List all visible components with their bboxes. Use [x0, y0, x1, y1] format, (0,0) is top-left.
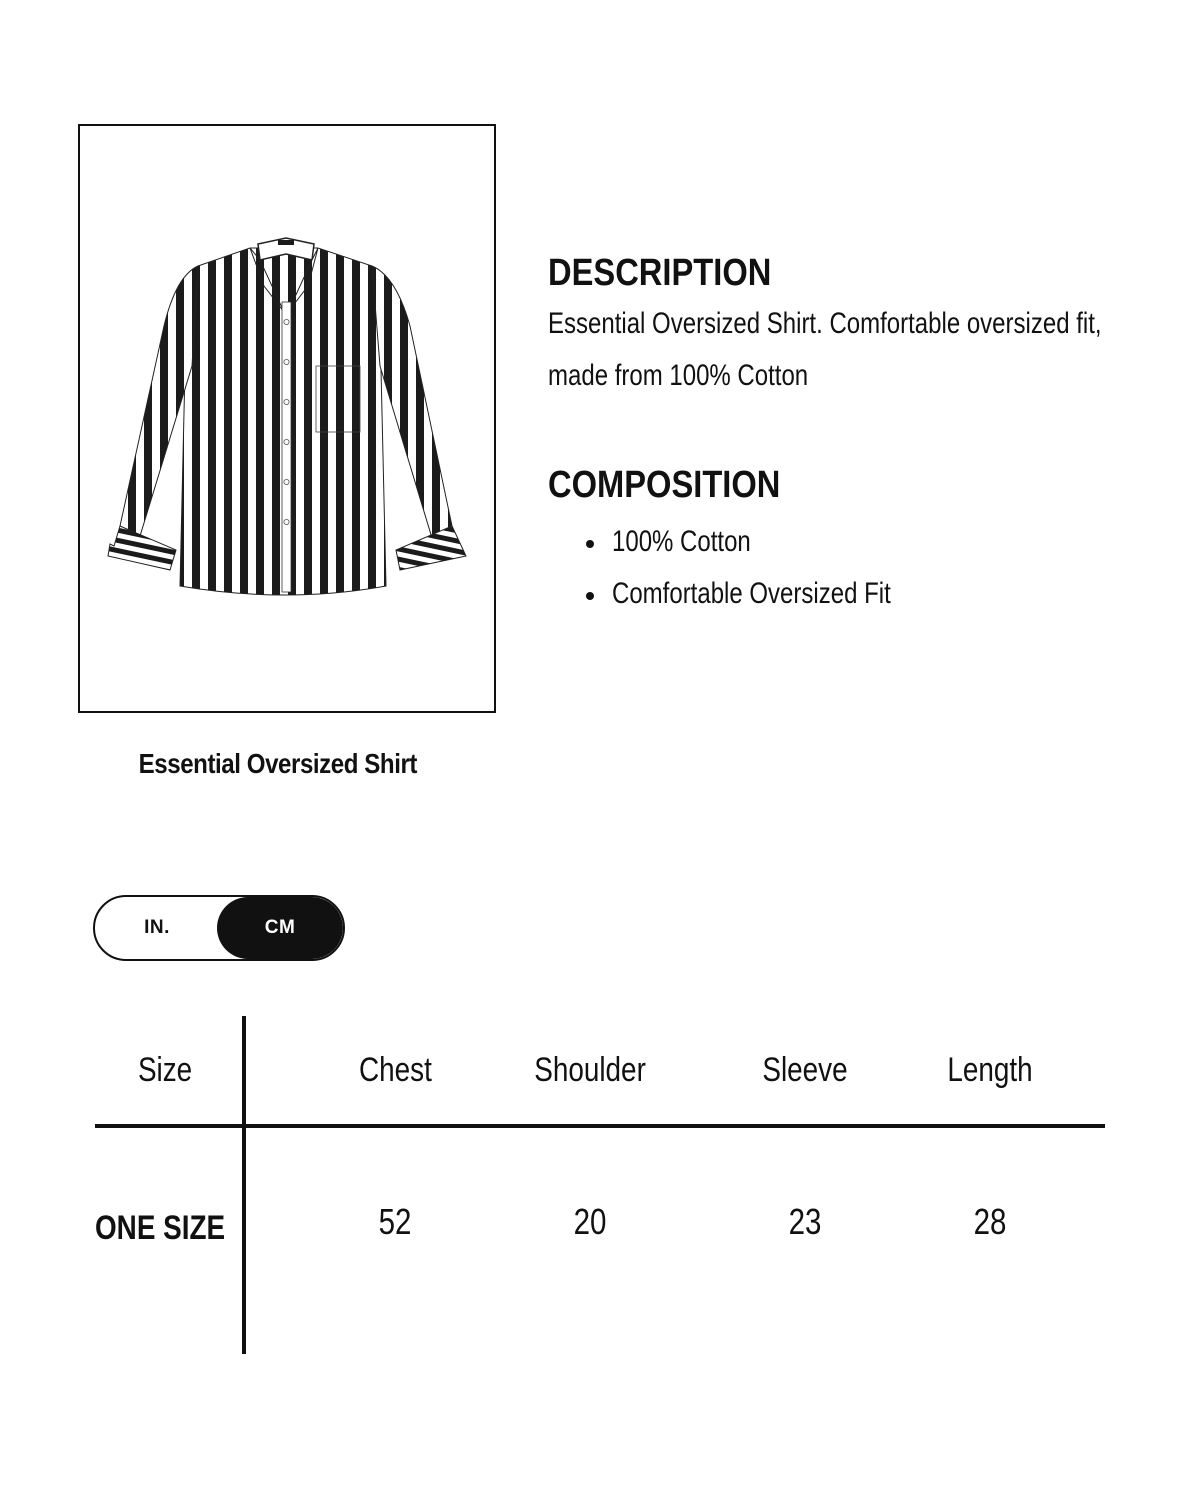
striped-shirt-image — [80, 126, 494, 711]
column-header-length: Length — [947, 1051, 1033, 1089]
composition-item-text: 100% Cotton — [612, 525, 751, 558]
product-name-caption — [78, 748, 478, 780]
column-header-sleeve: Sleeve — [762, 1051, 848, 1089]
composition-heading: COMPOSITION — [548, 464, 781, 506]
product-name-text: Essential Oversized Shirt — [138, 748, 418, 779]
description-heading: DESCRIPTION — [548, 252, 772, 294]
table-cell-chest: 52 — [378, 1201, 412, 1242]
description-line-2: made from 100% Cotton — [548, 359, 809, 392]
composition-item — [548, 516, 1148, 568]
unit-toggle[interactable] — [93, 895, 345, 961]
table-cell-shoulder: 20 — [573, 1201, 607, 1242]
size-table — [95, 1016, 1105, 1356]
unit-option-cm[interactable]: CM — [217, 897, 343, 959]
table-cell-sleeve: 23 — [788, 1201, 822, 1242]
description-line-1: Essential Oversized Shirt. Comfortable oversized fit, — [548, 307, 1102, 340]
composition-item — [548, 568, 1148, 620]
column-header-shoulder: Shoulder — [534, 1051, 646, 1089]
unit-option-inches[interactable]: IN. — [144, 917, 170, 938]
composition-item-text: Comfortable Oversized Fit — [612, 577, 891, 610]
table-vertical-divider — [242, 1016, 246, 1354]
description-text — [548, 298, 1108, 402]
product-image-frame[interactable] — [78, 124, 496, 713]
table-cell-length: 28 — [973, 1201, 1007, 1242]
composition-list — [548, 516, 1148, 620]
table-horizontal-divider — [95, 1124, 1105, 1128]
description-section — [548, 250, 1148, 402]
column-header-chest: Chest — [358, 1051, 432, 1089]
row-label-size: ONE SIZE — [95, 1209, 226, 1247]
column-header-size: Size — [137, 1051, 193, 1089]
composition-section — [548, 462, 1148, 620]
product-info — [548, 250, 1148, 620]
